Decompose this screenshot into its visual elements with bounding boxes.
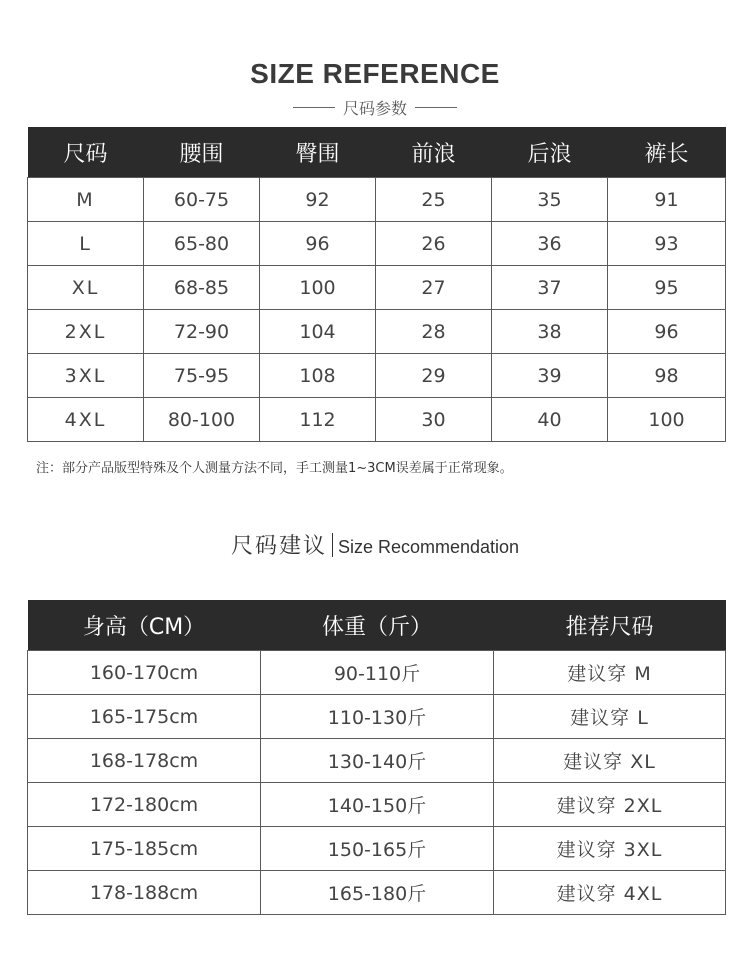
heading-divider (332, 533, 333, 557)
size-cell: 4XL (28, 398, 144, 442)
header-recommended-size: 推荐尺码 (494, 600, 726, 651)
measurement-note: 注：部分产品版型特殊及个人测量方法不同，手工测量1~3CM误差属于正常现象。 (36, 461, 513, 476)
header-pants-length: 裤长 (608, 127, 726, 178)
table-row (28, 178, 726, 222)
table-row (28, 871, 726, 915)
hip-cell: 108 (260, 354, 376, 398)
table-row (28, 398, 726, 442)
page-title: SIZE REFERENCE (250, 58, 500, 89)
height-cell: 160-170cm (28, 651, 261, 695)
recommended-size-cell: 建议穿 L (494, 695, 726, 739)
recommendation-heading-en: Size Recommendation (337, 537, 520, 557)
table-row (28, 827, 726, 871)
recommended-size-cell: 建议穿 M (494, 651, 726, 695)
size-cell: 2XL (28, 310, 144, 354)
back-rise-cell: 39 (492, 354, 608, 398)
length-cell: 95 (608, 266, 726, 310)
recommendation-heading-cn: 尺码建议 (230, 534, 327, 559)
size-cell: L (28, 222, 144, 266)
length-cell: 98 (608, 354, 726, 398)
hip-cell: 112 (260, 398, 376, 442)
weight-cell: 150-165斤 (261, 827, 494, 871)
size-cell: 3XL (28, 354, 144, 398)
recommended-size-cell: 建议穿 4XL (494, 871, 726, 915)
weight-cell: 110-130斤 (261, 695, 494, 739)
size-cell: XL (28, 266, 144, 310)
length-cell: 93 (608, 222, 726, 266)
header-back-rise: 后浪 (492, 127, 608, 178)
header-front-rise: 前浪 (376, 127, 492, 178)
height-cell: 165-175cm (28, 695, 261, 739)
front-rise-cell: 29 (376, 354, 492, 398)
weight-cell: 90-110斤 (261, 651, 494, 695)
waist-cell: 72-90 (144, 310, 260, 354)
weight-cell: 140-150斤 (261, 783, 494, 827)
table-row (28, 783, 726, 827)
hip-cell: 104 (260, 310, 376, 354)
subtitle-divider-left (293, 107, 335, 108)
length-cell: 91 (608, 178, 726, 222)
subtitle-row (0, 95, 750, 119)
height-cell: 178-188cm (28, 871, 261, 915)
front-rise-cell: 25 (376, 178, 492, 222)
back-rise-cell: 35 (492, 178, 608, 222)
recommendation-heading (0, 529, 750, 560)
back-rise-cell: 36 (492, 222, 608, 266)
subtitle: 尺码参数 (342, 98, 407, 118)
size-cell: M (28, 178, 144, 222)
recommended-size-cell: 建议穿 XL (494, 739, 726, 783)
size-recommendation-table (27, 600, 726, 915)
waist-cell: 80-100 (144, 398, 260, 442)
hip-cell: 100 (260, 266, 376, 310)
weight-cell: 165-180斤 (261, 871, 494, 915)
height-cell: 175-185cm (28, 827, 261, 871)
table-row (28, 695, 726, 739)
header-hip: 臀围 (260, 127, 376, 178)
size-table-header-row (28, 127, 726, 178)
recommended-size-cell: 建议穿 3XL (494, 827, 726, 871)
table-row (28, 651, 726, 695)
height-cell: 168-178cm (28, 739, 261, 783)
front-rise-cell: 30 (376, 398, 492, 442)
header-height: 身高（CM） (28, 600, 261, 651)
waist-cell: 75-95 (144, 354, 260, 398)
front-rise-cell: 26 (376, 222, 492, 266)
recommendation-header-row (28, 600, 726, 651)
table-row (28, 354, 726, 398)
waist-cell: 68-85 (144, 266, 260, 310)
front-rise-cell: 27 (376, 266, 492, 310)
table-row (28, 310, 726, 354)
hip-cell: 92 (260, 178, 376, 222)
front-rise-cell: 28 (376, 310, 492, 354)
recommended-size-cell: 建议穿 2XL (494, 783, 726, 827)
table-row (28, 739, 726, 783)
back-rise-cell: 40 (492, 398, 608, 442)
table-row (28, 266, 726, 310)
subtitle-divider-right (415, 107, 457, 108)
back-rise-cell: 38 (492, 310, 608, 354)
back-rise-cell: 37 (492, 266, 608, 310)
hip-cell: 96 (260, 222, 376, 266)
weight-cell: 130-140斤 (261, 739, 494, 783)
header-weight: 体重（斤） (261, 600, 494, 651)
table-row (28, 222, 726, 266)
header-waist: 腰围 (144, 127, 260, 178)
height-cell: 172-180cm (28, 783, 261, 827)
length-cell: 96 (608, 310, 726, 354)
waist-cell: 65-80 (144, 222, 260, 266)
length-cell: 100 (608, 398, 726, 442)
size-reference-table (27, 127, 726, 442)
waist-cell: 60-75 (144, 178, 260, 222)
header-size: 尺码 (28, 127, 144, 178)
